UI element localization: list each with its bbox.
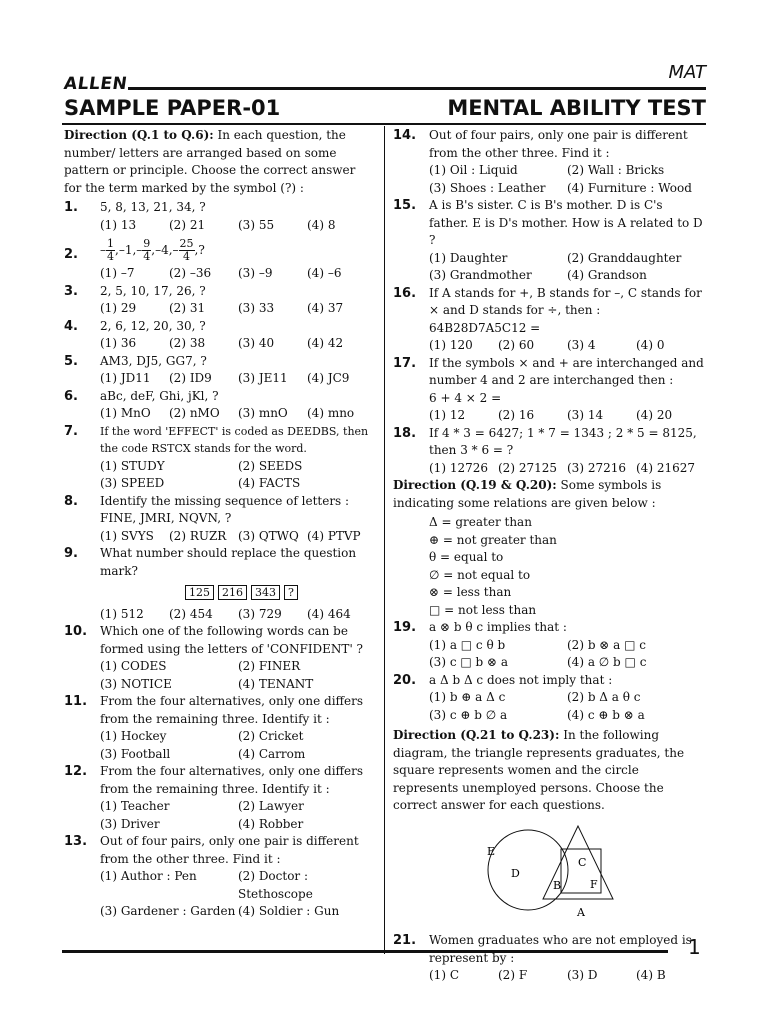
symbol-definition: ∅ = not equal to xyxy=(429,567,531,582)
option[interactable]: (4) 21627 xyxy=(636,460,695,475)
question-16: 16. If A stands for +, B stands for –, C stands for × and D stands for ÷, then : 64B28D7A5C12 = (1) 120 (2) 60 (3) 4 (4) 0 xyxy=(393,285,705,355)
region-label: A xyxy=(577,905,585,919)
option[interactable]: (2) b Δ a θ c xyxy=(567,690,641,704)
options xyxy=(429,407,705,425)
option[interactable]: (3) 14 xyxy=(567,408,604,422)
region-label: C xyxy=(578,855,587,869)
option[interactable]: (1) 13 xyxy=(100,217,137,232)
venn-diagram xyxy=(473,821,705,931)
symbol-definition: ⊕ = not greater than xyxy=(429,532,557,547)
option[interactable]: (2) 21 xyxy=(169,217,206,232)
option[interactable]: (4) 0 xyxy=(636,338,665,352)
option[interactable]: (4) PTVP xyxy=(307,528,361,543)
question-18: 18. If 4 * 3 = 6427; 1 * 7 = 1343 ; 2 * 5 = 8125, then 3 * 6 = ? (1) 12726 (2) 27125 (3) 27216 (4) 21627 xyxy=(393,425,705,478)
option[interactable]: (3) 4 xyxy=(567,338,596,352)
question-11: 11. From the four alternatives, only one differs from the remaining three. Identify it : (1) Hockey (2) Cricket (3) Football (4) Carrom xyxy=(64,693,376,763)
region-label: B xyxy=(553,878,562,892)
options xyxy=(100,676,376,694)
option[interactable]: (4) 37 xyxy=(307,301,344,315)
option[interactable]: (2) 27125 xyxy=(498,460,557,475)
question-21: 21. Women graduates who are not employed is represent by : (1) C (2) F (3) D (4) B xyxy=(393,932,705,985)
option[interactable]: (2) 454 xyxy=(169,606,213,621)
question-9: 9. What number should replace the question mark? 125 216 343 ? (1) 512 (2) 454 (3) 729 (4) 464 xyxy=(64,545,376,623)
option[interactable]: (1) Daughter xyxy=(429,250,508,265)
option[interactable]: (4) 8 xyxy=(307,217,336,232)
fraction-sequence: – $\frac{1}{4}$ ,–1,– $\frac{9}{4}$ ,–4,– $\frac{25}{4}$ ,? xyxy=(100,237,205,263)
options xyxy=(429,707,705,725)
options xyxy=(429,654,705,672)
option[interactable]: (2) nMO xyxy=(169,406,220,420)
question-17: 17. If the symbols × and + are interchanged and number 4 and 2 are interchanged then : 6 + 4 × 2 = (1) 12 (2) 16 (3) 14 (4) 20 xyxy=(393,355,705,425)
question-15: 15. A is B's sister. C is B's mother. D is C's father. E is D's mother. How is A related to D ? (1) Daughter (2) Granddaughter (3) Grandmother (4) Grandson xyxy=(393,197,705,285)
options xyxy=(100,528,376,546)
option[interactable]: (3) –9 xyxy=(238,266,273,280)
option[interactable]: (2) 16 xyxy=(498,408,535,422)
question-12: 12. From the four alternatives, only one differs from the remaining three. Identify it : (1) Teacher (2) Lawyer (3) Driver (4) Robber xyxy=(64,763,376,833)
option[interactable]: (3) c ⊕ b ∅ a xyxy=(429,707,508,722)
options xyxy=(100,265,376,283)
options xyxy=(100,728,376,746)
symbol-definition: Δ = greater than xyxy=(429,515,532,529)
paper-title: SAMPLE PAPER-01 xyxy=(64,96,281,120)
options xyxy=(429,250,705,268)
option[interactable]: (2) Wall : Bricks xyxy=(567,163,665,177)
page-number: 1 xyxy=(688,935,701,959)
option[interactable]: (1) 36 xyxy=(100,336,137,350)
option[interactable]: (2) 31 xyxy=(169,301,206,315)
venn-diagram-svg xyxy=(473,821,623,925)
footer-rule xyxy=(62,950,668,953)
option[interactable]: (3) Driver xyxy=(100,816,160,831)
options xyxy=(100,300,376,318)
option[interactable]: (2) Doctor : Stethoscope xyxy=(238,869,313,901)
question-14: 14. Out of four pairs, only one pair is different from the other three. Find it : (1) Oil : Liquid (2) Wall : Bricks (3) Shoes : Leather (4) Furniture : Wood xyxy=(393,127,705,197)
question-8: 8. Identify the missing sequence of letters : FINE, JMRI, NQVN, ? (1) SVYS (2) RUZR (3) QTWQ (4) PTVP xyxy=(64,493,376,546)
option[interactable]: (3) 55 xyxy=(238,217,275,232)
option[interactable]: (3) QTWQ xyxy=(238,528,299,543)
option[interactable]: (2) SEEDS xyxy=(238,458,303,473)
question-19: 19. a ⊗ b θ c implies that : (1) a □ c θ b (2) b ⊗ a □ c (3) c □ b ⊗ a (4) a ∅ b □ c xyxy=(393,619,705,672)
option[interactable]: (2) RUZR xyxy=(169,528,227,543)
option[interactable]: (1) Oil : Liquid xyxy=(429,163,518,177)
options xyxy=(100,816,376,834)
symbol-definition: □ = not less than xyxy=(429,602,537,617)
options xyxy=(100,475,376,493)
title-divider xyxy=(62,123,706,125)
question-13: 13. Out of four pairs, only one pair is different from the other three. Find it : (1) Author : Pen (2) Doctor : Stethoscope (3) Gardener : Garden (4) Soldier : Gun xyxy=(64,833,376,921)
option[interactable]: (3) 33 xyxy=(238,301,275,315)
option[interactable]: (1) SVYS xyxy=(100,528,154,543)
question-6: 6. aBc, deF, Ghi, jKl, ? (1) MnO (2) nMO (3) mnO (4) mno xyxy=(64,388,376,423)
options xyxy=(100,746,376,764)
option[interactable]: (2) b ⊗ a □ c xyxy=(567,637,647,652)
option[interactable]: (3) SPEED xyxy=(100,476,165,490)
symbol-legend xyxy=(393,514,705,619)
question-1: 1. 5, 8, 13, 21, 34, ? (1) 13 (2) 21 (3) 55 (4) 8 xyxy=(64,199,376,234)
question-2: 2. – $\frac{1}{4}$ ,–1,– $\frac{9}{4}$ ,–4,– $\frac{25}{4}$ ,? (1) –7 (2) –36 (3) –9 (4) –6 xyxy=(64,234,376,283)
options xyxy=(429,337,705,355)
right-column xyxy=(393,127,705,985)
option[interactable]: (3) Grandmother xyxy=(429,268,532,282)
option[interactable]: (1) MnO xyxy=(100,406,151,420)
option[interactable]: (4) 20 xyxy=(636,408,673,422)
options xyxy=(100,658,376,676)
options xyxy=(100,217,376,235)
option[interactable]: (3) Football xyxy=(100,746,171,761)
option[interactable]: (4) FACTS xyxy=(238,476,301,490)
question-7: 7. If the word 'EFFECT' is coded as DEEDBS, then the code RSTCX stands for the word. (1) STUDY (2) SEEDS (3) SPEED (4) FACTS xyxy=(64,423,376,493)
option[interactable]: (3) JE11 xyxy=(238,371,288,385)
option[interactable]: (2) ID9 xyxy=(169,371,212,385)
options xyxy=(429,637,705,655)
header-rule xyxy=(128,87,706,90)
options xyxy=(100,798,376,816)
option[interactable]: (4) Furniture : Wood xyxy=(567,180,692,195)
options xyxy=(429,460,705,478)
options xyxy=(100,606,376,624)
option[interactable]: (2) Cricket xyxy=(238,729,304,743)
option[interactable]: (2) FINER xyxy=(238,659,301,673)
direction-q21-q23: Direction (Q.21 to Q.23): In the following diagram, the triangle represents graduates, the square represents women and the circle represents unemployed persons. Choose the correct answer for each questions. xyxy=(393,728,685,812)
option[interactable]: (2) F xyxy=(498,968,528,982)
direction-q19-q20: Direction (Q.19 & Q.20): Some symbols is indicating some relations are given below : xyxy=(393,478,662,510)
region-label: E xyxy=(487,844,496,858)
options xyxy=(100,370,376,388)
unemployed-circle xyxy=(488,830,568,910)
symbol-definition: θ = equal to xyxy=(429,550,504,564)
question-4: 4. 2, 6, 12, 20, 30, ? (1) 36 (2) 38 (3) 40 (4) 42 xyxy=(64,318,376,353)
option[interactable]: (4) Soldier : Gun xyxy=(238,904,340,918)
option[interactable]: (1) Author : Pen xyxy=(100,869,197,883)
option[interactable]: (1) 12726 xyxy=(429,460,488,475)
option[interactable]: (4) JC9 xyxy=(307,371,350,385)
option[interactable]: (4) TENANT xyxy=(238,676,314,691)
option[interactable]: (3) D xyxy=(567,968,598,982)
option[interactable]: (1) 512 xyxy=(100,606,144,621)
option[interactable]: (1) C xyxy=(429,968,459,982)
options xyxy=(100,405,376,423)
option[interactable]: (3) 40 xyxy=(238,336,275,350)
option[interactable]: (3) NOTICE xyxy=(100,676,172,691)
option[interactable]: (4) B xyxy=(636,968,666,982)
option[interactable]: (4) 42 xyxy=(307,336,344,350)
option[interactable]: (4) Carrom xyxy=(238,746,306,761)
direction-q1-q6: Direction (Q.1 to Q.6): In each question, the number/ letters are arranged based on some pattern or principle. Choose the correct answer for the term marked by the symbol (?) : xyxy=(64,128,356,195)
brand-logo: ALLEN xyxy=(62,74,129,94)
option[interactable]: (1) CODES xyxy=(100,659,167,673)
region-label: D xyxy=(511,866,520,880)
option[interactable]: (3) 27216 xyxy=(567,460,626,475)
option[interactable]: (1) b ⊕ a Δ c xyxy=(429,690,506,704)
symbol-definition: ⊗ = less than xyxy=(429,585,512,599)
question-3: 3. 2, 5, 10, 17, 26, ? (1) 29 (2) 31 (3) 33 (4) 37 xyxy=(64,283,376,318)
option[interactable]: (2) Lawyer xyxy=(238,799,304,813)
options xyxy=(429,162,705,180)
column-divider xyxy=(384,126,385,954)
options xyxy=(429,267,705,285)
option[interactable]: (4) Robber xyxy=(238,816,304,831)
options xyxy=(100,903,376,921)
options xyxy=(100,868,376,903)
options xyxy=(100,335,376,353)
option[interactable]: (4) –6 xyxy=(307,266,342,280)
region-label: F xyxy=(590,877,598,891)
option[interactable]: (1) 29 xyxy=(100,301,137,315)
option[interactable]: (1) 120 xyxy=(429,338,473,352)
option[interactable]: (1) STUDY xyxy=(100,458,165,473)
option[interactable]: (2) Granddaughter xyxy=(567,250,682,265)
option[interactable]: (3) 729 xyxy=(238,606,282,621)
option[interactable]: (2) –36 xyxy=(169,266,212,280)
options xyxy=(429,689,705,707)
option[interactable]: (1) 12 xyxy=(429,408,466,422)
option[interactable]: (1) JD11 xyxy=(100,371,151,385)
option[interactable]: (1) Hockey xyxy=(100,729,167,743)
left-column xyxy=(64,127,376,921)
option[interactable]: (4) a ∅ b □ c xyxy=(567,655,647,669)
option[interactable]: (1) a □ c θ b xyxy=(429,637,506,652)
options xyxy=(429,967,705,985)
options xyxy=(100,458,376,476)
option[interactable]: (3) mnO xyxy=(238,406,288,420)
option[interactable]: (1) Teacher xyxy=(100,799,170,813)
option[interactable]: (2) 60 xyxy=(498,338,535,352)
question-5: 5. AM3, DJ5, GG7, ? (1) JD11 (2) ID9 (3) JE11 (4) JC9 xyxy=(64,353,376,388)
option[interactable]: (3) c □ b ⊗ a xyxy=(429,655,509,669)
number-sequence-boxes: 125 216 343 ? xyxy=(185,584,376,602)
option[interactable]: (1) –7 xyxy=(100,266,135,280)
options xyxy=(429,180,705,198)
question-10: 10. Which one of the following words can be formed using the letters of 'CONFIDENT' ? (1) CODES (2) FINER (3) NOTICE (4) TENANT xyxy=(64,623,376,693)
option[interactable]: (4) Grandson xyxy=(567,268,647,282)
header-tagline: MAT xyxy=(668,62,706,83)
option[interactable]: (3) Shoes : Leather xyxy=(429,180,546,195)
option[interactable]: (3) Gardener : Garden xyxy=(100,904,236,918)
option[interactable]: (4) c ⊕ b ⊗ a xyxy=(567,707,645,722)
test-title: MENTAL ABILITY TEST xyxy=(447,96,706,120)
question-20: 20. a Δ b Δ c does not imply that : (1) b ⊕ a Δ c (2) b Δ a θ c (3) c ⊕ b ∅ a (4) c ⊕ b ⊗ a xyxy=(393,672,705,725)
option[interactable]: (2) 38 xyxy=(169,336,206,350)
option[interactable]: (4) 464 xyxy=(307,606,351,621)
option[interactable]: (4) mno xyxy=(307,406,355,420)
